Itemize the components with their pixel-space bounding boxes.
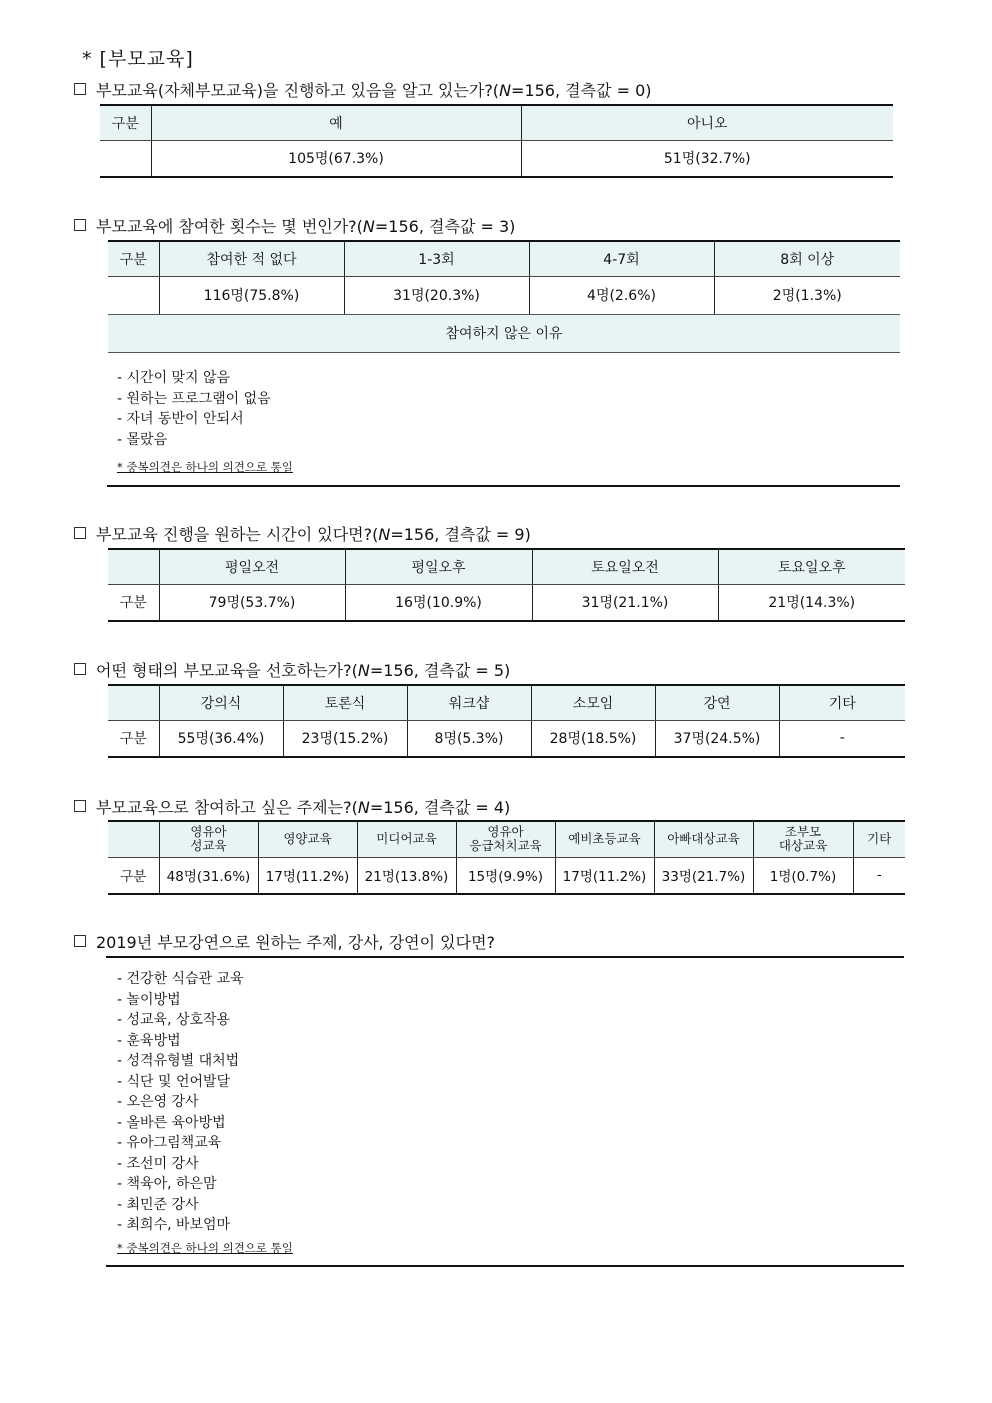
- reason-title: 참여하지 않은 이유: [108, 314, 900, 352]
- list-item: - 자녀 동반이 안되서: [117, 409, 271, 430]
- question-2-n: N: [362, 217, 375, 236]
- data-cell: 구분: [108, 720, 159, 757]
- header-cell: 구분: [100, 105, 151, 140]
- question-4: [74, 658, 510, 681]
- data-cell: 21명(13.8%): [357, 857, 456, 894]
- header-cell: [753, 821, 853, 857]
- header-cell: 1-3회: [344, 241, 529, 276]
- data-cell: 16명(10.9%): [345, 584, 532, 621]
- header-line: 예비초등교육: [568, 831, 641, 847]
- question-1-tail: =156, 결측값 = 0): [511, 81, 652, 100]
- header-cell: 강연: [655, 685, 779, 720]
- header-cell: [258, 821, 357, 857]
- header-cell: [159, 821, 258, 857]
- question-5-n: N: [357, 798, 370, 817]
- question-4-tail: =156, 결측값 = 5): [369, 661, 511, 680]
- data-cell: -: [779, 720, 905, 757]
- data-cell: 105명(67.3%): [151, 140, 521, 177]
- header-cell: 강의식: [159, 685, 283, 720]
- data-cell: 31명(20.3%): [344, 276, 529, 314]
- divider: [107, 485, 900, 487]
- header-line: 응급처치교육: [469, 838, 542, 854]
- note: * 중복의견은 하나의 의견으로 통일: [117, 460, 293, 474]
- header-cell: 8회 이상: [714, 241, 900, 276]
- header-cell: 아니오: [521, 105, 893, 140]
- header-cell: 평일오전: [159, 549, 345, 584]
- data-cell: 15명(9.9%): [456, 857, 555, 894]
- question-4-n: N: [357, 661, 370, 680]
- header-line: 영양교육: [283, 831, 332, 847]
- table-q3: [108, 548, 905, 622]
- list-item: - 최민준 강사: [117, 1195, 244, 1216]
- list-item: - 놀이방법: [117, 990, 244, 1011]
- question-4-text: 어떤 형태의 부모교육을 선호하는가?(: [96, 661, 358, 680]
- header-cell: 소모임: [531, 685, 655, 720]
- list-item: - 조선미 강사: [117, 1154, 244, 1175]
- divider: [106, 956, 904, 958]
- list-item: - 올바른 육아방법: [117, 1113, 244, 1134]
- data-cell: -: [853, 857, 905, 894]
- list-item: - 유아그림책교육: [117, 1133, 244, 1154]
- header-cell: [654, 821, 753, 857]
- header-line: 성교육: [190, 838, 227, 854]
- header-cell: 예: [151, 105, 521, 140]
- header-line: 미디어교육: [376, 831, 437, 847]
- header-cell: 4-7회: [529, 241, 714, 276]
- checkbox-icon: [74, 527, 86, 539]
- header-cell: [108, 549, 159, 584]
- header-line: 대상교육: [778, 838, 828, 854]
- question-3: [74, 522, 531, 545]
- header-cell: [108, 685, 159, 720]
- question-5: [74, 795, 510, 818]
- list-item: - 몰랐음: [117, 430, 271, 451]
- list-item: - 오은영 강사: [117, 1092, 244, 1113]
- data-cell: 48명(31.6%): [159, 857, 258, 894]
- header-cell: 워크샵: [407, 685, 531, 720]
- data-cell: 17명(11.2%): [258, 857, 357, 894]
- question-2: [74, 214, 515, 237]
- list-item: - 건강한 식습관 교육: [117, 969, 244, 990]
- question-1: [74, 78, 652, 101]
- divider: [106, 1265, 904, 1267]
- data-cell: 1명(0.7%): [753, 857, 853, 894]
- question-1-text: 부모교육(자체부모교육)을 진행하고 있음을 알고 있는가?(: [96, 81, 500, 100]
- data-cell: 17명(11.2%): [555, 857, 654, 894]
- header-cell: 참여한 적 없다: [159, 241, 344, 276]
- question-5-text: 부모교육으로 참여하고 싶은 주제는?(: [96, 798, 358, 817]
- checkbox-icon: [74, 663, 86, 675]
- question-2-tail: =156, 결측값 = 3): [374, 217, 516, 236]
- data-cell: 구분: [108, 584, 159, 621]
- question-3-tail: =156, 결측값 = 9): [390, 525, 531, 544]
- data-cell: 116명(75.8%): [159, 276, 344, 314]
- header-cell: 기타: [779, 685, 905, 720]
- header-cell: 토요일오전: [532, 549, 718, 584]
- header-cell: [357, 821, 456, 857]
- checkbox-icon: [74, 935, 86, 947]
- data-cell: 79명(53.7%): [159, 584, 345, 621]
- header-cell: 구분: [108, 241, 159, 276]
- question-6: [74, 930, 495, 953]
- data-cell: [100, 140, 151, 177]
- list-item: - 원하는 프로그램이 없음: [117, 389, 271, 410]
- topic-list: [117, 969, 244, 1236]
- table-q5: [108, 820, 905, 895]
- question-3-text: 부모교육 진행을 원하는 시간이 있다면?(: [96, 525, 379, 544]
- header-cell: 평일오후: [345, 549, 532, 584]
- page-title: * [부모교육]: [82, 48, 194, 70]
- list-item: - 식단 및 언어발달: [117, 1072, 244, 1093]
- header-line: 아빠대상교육: [667, 831, 740, 847]
- checkbox-icon: [74, 83, 86, 95]
- header-line: 기타: [867, 831, 892, 847]
- table-q4: [108, 684, 905, 758]
- header-cell: [555, 821, 654, 857]
- list-item: - 시간이 맞지 않음: [117, 368, 271, 389]
- list-item: - 책육아, 하은맘: [117, 1174, 244, 1195]
- data-cell: 구분: [108, 857, 159, 894]
- question-3-n: N: [378, 525, 391, 544]
- header-cell: 토요일오후: [718, 549, 905, 584]
- header-cell: [108, 821, 159, 857]
- data-cell: 37명(24.5%): [655, 720, 779, 757]
- table-q2: [108, 240, 900, 353]
- question-1-n: N: [499, 81, 512, 100]
- header-line: 영유아: [487, 824, 524, 840]
- data-cell: 33명(21.7%): [654, 857, 753, 894]
- data-cell: 23명(15.2%): [283, 720, 407, 757]
- data-cell: 51명(32.7%): [521, 140, 893, 177]
- data-cell: 21명(14.3%): [718, 584, 905, 621]
- question-5-tail: =156, 결측값 = 4): [369, 798, 511, 817]
- data-cell: [108, 276, 159, 314]
- list-item: - 훈육방법: [117, 1031, 244, 1052]
- checkbox-icon: [74, 219, 86, 231]
- list-item: - 최희수, 바보엄마: [117, 1215, 244, 1236]
- data-cell: 4명(2.6%): [529, 276, 714, 314]
- question-2-text: 부모교육에 참여한 횟수는 몇 번인가?(: [96, 217, 363, 236]
- note: * 중복의견은 하나의 의견으로 통일: [117, 1241, 293, 1255]
- list-item: - 성교육, 상호작용: [117, 1010, 244, 1031]
- header-cell: 토론식: [283, 685, 407, 720]
- header-cell: [456, 821, 555, 857]
- data-cell: 31명(21.1%): [532, 584, 718, 621]
- data-cell: 2명(1.3%): [714, 276, 900, 314]
- reason-list: [117, 368, 271, 450]
- table-q1: [100, 104, 893, 178]
- header-cell: [853, 821, 905, 857]
- header-line: 영유아: [190, 824, 227, 840]
- checkbox-icon: [74, 800, 86, 812]
- data-cell: 28명(18.5%): [531, 720, 655, 757]
- data-cell: 8명(5.3%): [407, 720, 531, 757]
- data-cell: 55명(36.4%): [159, 720, 283, 757]
- question-6-text: 2019년 부모강연으로 원하는 주제, 강사, 강연이 있다면?: [96, 933, 496, 952]
- list-item: - 성격유형별 대처법: [117, 1051, 244, 1072]
- header-line: 조부모: [784, 824, 822, 840]
